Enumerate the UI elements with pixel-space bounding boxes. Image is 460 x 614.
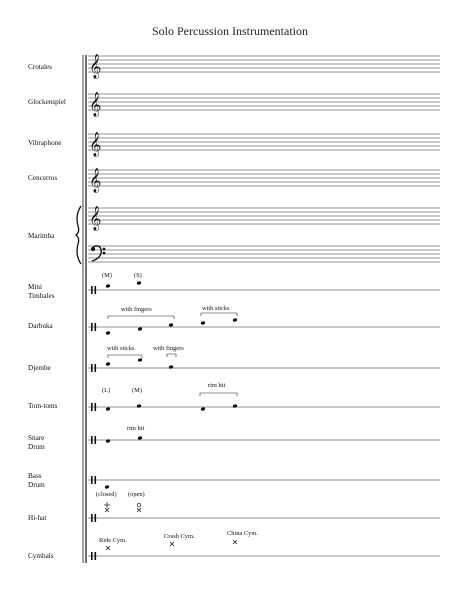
instrument-label-crotales: Crotales <box>28 63 52 71</box>
annotation-darbuka-fingers: with fingers <box>121 306 152 313</box>
instrument-label-line: Mini <box>28 283 42 291</box>
bracket-darbuka-sticks <box>201 313 237 316</box>
instrument-label-darbuka: Darbuka <box>28 322 53 330</box>
instrument-label-tom-toms: Tom-toms <box>28 402 58 410</box>
annotation-hihat-open: (open) <box>128 491 145 498</box>
notehead-snare <box>137 436 142 441</box>
instrument-label-cencerros: Cencerros <box>28 174 58 182</box>
staff-crotales <box>88 56 440 72</box>
bracket-tom-rim <box>200 393 237 396</box>
staff-vibraphone <box>88 134 440 150</box>
staff-marimba-bass <box>88 246 440 262</box>
annotation-djembe-sticks: with sticks <box>107 345 135 352</box>
notehead-tom <box>105 407 110 412</box>
notehead-tom <box>232 404 237 409</box>
annotation-toms-l: (L) <box>102 387 111 394</box>
instrument-label-line: Drum <box>28 442 45 451</box>
annotation-toms-rim: rim hit <box>208 382 226 389</box>
annotation-djembe-fingers: with fingers <box>153 345 184 352</box>
hihat-marks <box>104 502 141 512</box>
instrument-label-vibraphone: Vibraphone <box>28 139 62 147</box>
notehead-darbuka <box>105 331 110 336</box>
annotation-darbuka-sticks: with sticks <box>202 305 230 312</box>
notehead-djembe <box>137 358 142 363</box>
instrument-label-marimba: Marimba <box>28 232 55 240</box>
annotation-ride: Ride Cym. <box>99 537 127 544</box>
notehead-tom <box>136 404 141 409</box>
annotation-hihat-closed: (closed) <box>96 491 117 498</box>
annotation-china: China Cym. <box>227 530 258 537</box>
treble-clef-icon: 𝄞 <box>89 92 102 116</box>
bracket-djembe-fingers <box>167 354 176 357</box>
notehead-djembe <box>105 362 110 367</box>
instrument-label-glockenspiel: Glockenspiel <box>28 98 66 106</box>
instrument-label-line: Drum <box>28 480 45 489</box>
marimba-brace <box>76 206 81 264</box>
annotation-timbales-m: (M) <box>102 272 112 279</box>
score-title: Solo Percussion Instrumentation <box>152 24 308 38</box>
bass-clef-icon <box>91 246 105 261</box>
treble-clef-icon: 𝄞 <box>89 54 102 78</box>
annotation-crash: Crash Cym. <box>164 533 195 540</box>
notehead-darbuka <box>168 323 173 328</box>
hihat-open-mark <box>137 503 141 507</box>
notehead-djembe <box>168 365 173 370</box>
treble-clef-icon: 𝄞 <box>89 168 102 192</box>
instrument-label-line: Snare <box>28 434 45 442</box>
notehead-bass-drum <box>104 485 109 490</box>
notehead-timbales-s <box>136 281 141 286</box>
instrument-label-hi-hat: Hi-hat <box>28 514 47 522</box>
notehead-timbales-m <box>105 284 110 289</box>
notehead-darbuka <box>232 318 237 323</box>
annotation-toms-m: (M) <box>132 387 142 394</box>
notehead-darbuka <box>200 321 205 326</box>
bracket-darbuka-fingers <box>108 316 174 319</box>
instrument-label-djembe: Djembe <box>28 364 51 372</box>
annotation-timbales-s: (S) <box>134 272 142 279</box>
treble-clef-icon: 𝄞 <box>89 206 102 230</box>
instrument-label-line: Timbales <box>28 291 55 300</box>
staff-marimba-treble <box>88 208 440 224</box>
staff-glockenspiel <box>88 94 440 110</box>
notehead-snare <box>105 439 110 444</box>
staff-cencerros <box>88 170 440 186</box>
instrument-label-line: Bass <box>28 472 42 480</box>
notehead-darbuka <box>137 327 142 332</box>
instrument-label-cymbals: Cymbals <box>28 552 54 560</box>
bracket-djembe-sticks <box>108 355 142 358</box>
treble-clef-icon: 𝄞 <box>89 132 102 156</box>
notehead-tom <box>200 407 205 412</box>
annotation-snare-rim: rim hit <box>127 425 145 432</box>
